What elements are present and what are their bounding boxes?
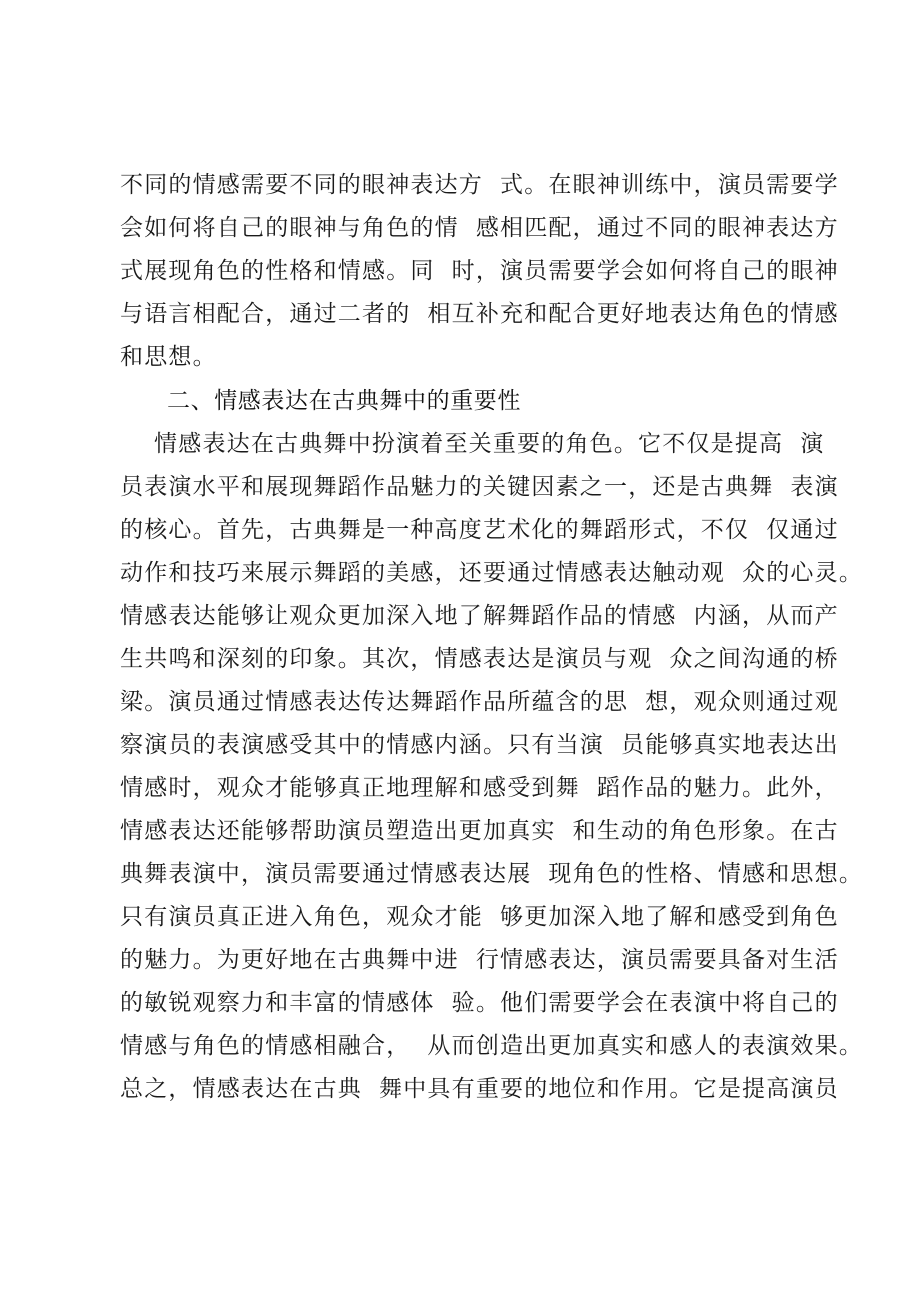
paragraph-2-line-8: 察演员的表演感受其中的情感内涵。只有当演 员能够真实地表达出 bbox=[120, 732, 839, 758]
paragraph-2-line-12: 只有演员真正进入角色，观众才能 够更加深入地了解和感受到角色 bbox=[120, 904, 839, 930]
paragraph-2-line-10: 情感表达还能够帮助演员塑造出更加真实 和生动的角色形象。在古 bbox=[120, 818, 839, 844]
paragraph-1-line-2: 会如何将自己的眼神与角色的情 感相匹配，通过不同的眼神表达方 bbox=[120, 215, 839, 241]
paragraph-2-line-13: 的魅力。为更好地在古典舞中进 行情感表达，演员需要具备对生活 bbox=[120, 947, 839, 973]
paragraph-2-line-3: 的核心。首先，古典舞是一种高度艺术化的舞蹈形式，不仅 仅通过 bbox=[120, 517, 839, 543]
paragraph-2-line-7: 梁。演员通过情感表达传达舞蹈作品所蕴含的思 想，观众则通过观 bbox=[120, 689, 839, 715]
paragraph-1-line-5: 和思想。 bbox=[120, 344, 217, 370]
paragraph-2-line-5: 情感表达能够让观众更加深入地了解舞蹈作品的情感 内涵，从而产 bbox=[120, 603, 839, 629]
section-heading: 二、情感表达在古典舞中的重要性 bbox=[167, 388, 521, 414]
paragraph-2-line-16: 总之，情感表达在古典 舞中具有重要的地位和作用。它是提高演员 bbox=[120, 1076, 839, 1102]
paragraph-1-line-3: 式展现角色的性格和情感。同 时，演员需要学会如何将自己的眼神 bbox=[120, 258, 839, 284]
paragraph-2-line-4: 动作和技巧来展示舞蹈的美感，还要通过情感表达触动观 众的心灵。 bbox=[120, 560, 864, 586]
paragraph-2-line-11: 典舞表演中，演员需要通过情感表达展 现角色的性格、情感和思想。 bbox=[120, 861, 864, 887]
paragraph-2-line-6: 生共鸣和深刻的印象。其次，情感表达是演员与观 众之间沟通的桥 bbox=[120, 646, 839, 672]
paragraph-1-line-1: 不同的情感需要不同的眼神表达方 式。在眼神训练中，演员需要学 bbox=[120, 172, 839, 198]
paragraph-2-line-2: 员表演水平和展现舞蹈作品魅力的关键因素之一，还是古典舞 表演 bbox=[120, 474, 839, 500]
paragraph-2-line-14: 的敏锐观察力和丰富的情感体 验。他们需要学会在表演中将自己的 bbox=[120, 990, 839, 1016]
paragraph-2-line-9: 情感时，观众才能够真正地理解和感受到舞 蹈作品的魅力。此外， bbox=[120, 775, 839, 801]
paragraph-1-line-4: 与语言相配合，通过二者的 相互补充和配合更好地表达角色的情感 bbox=[120, 301, 839, 327]
paragraph-2-line-1: 情感表达在古典舞中扮演着至关重要的角色。它不仅是提高 演 bbox=[120, 431, 825, 457]
paragraph-2-line-15: 情感与角色的情感相融合， 从而创造出更加真实和感人的表演效果。 bbox=[120, 1033, 864, 1059]
